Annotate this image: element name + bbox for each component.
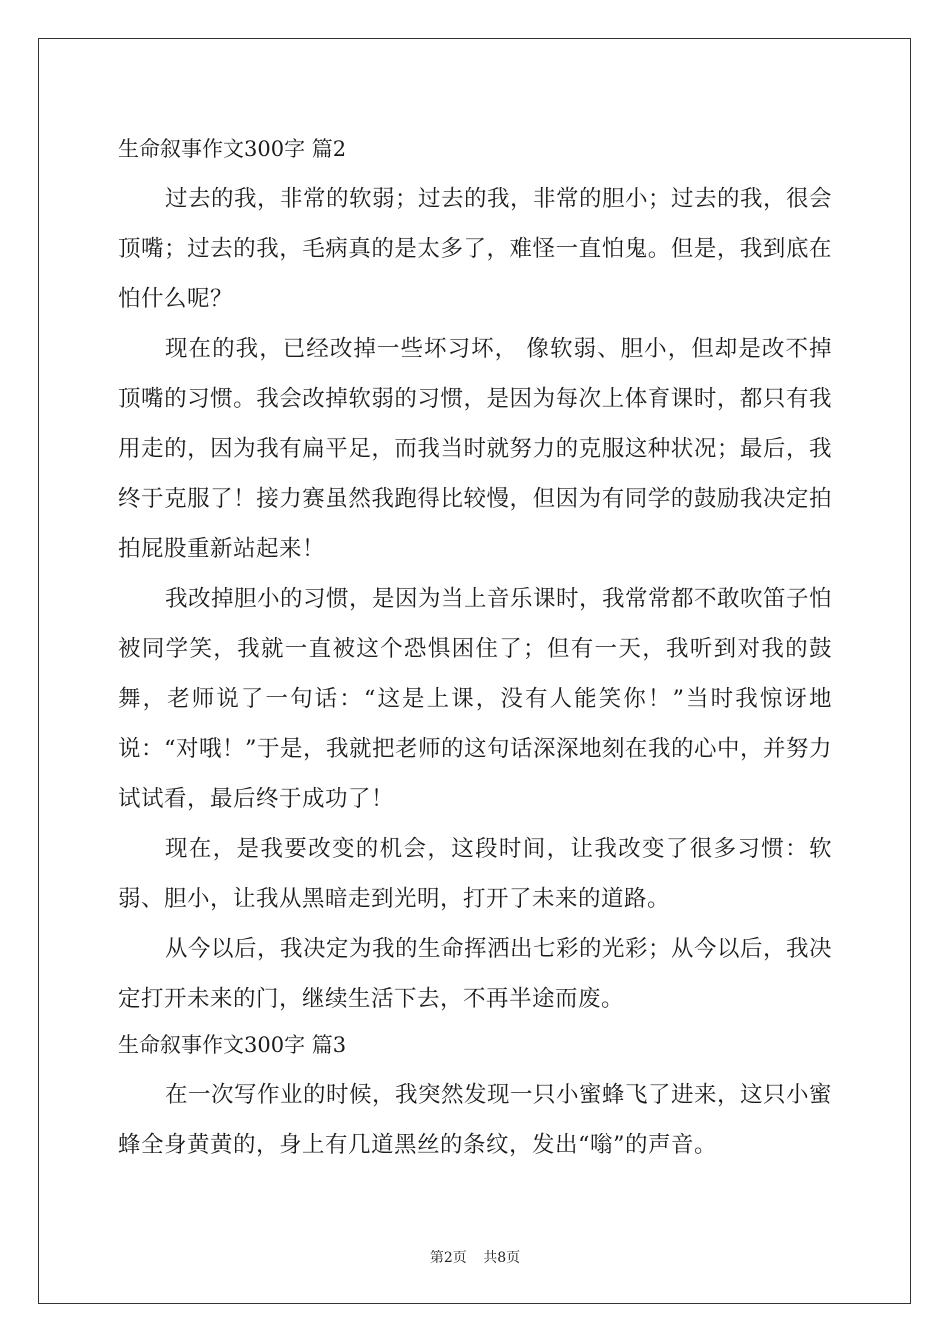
- page-footer: [0, 1247, 950, 1267]
- page-number: 第2页: [429, 1250, 467, 1266]
- paragraph: 现在，是我要改变的机会，这段时间，让我改变了很多习惯：软弱、胆小，让我从黑暗走到光明，打开了未来的道路。: [118, 836, 832, 912]
- paragraph: 现在的我，已经改掉一些坏习坏， 像软弱、胆小，但却是改不掉顶嘴的习惯。我会改掉软弱的习惯，是因为每次上体育课时，都只有我用走的，因为我有扁平足，而我当时就努力的克服这种状况；最后，我终于克服了！接力赛虽然我跑得比较慢，但因为有同学的鼓励我决定拍拍屁股重新站起来！: [118, 336, 832, 562]
- section-heading: 生命叙事作文300字 篇2: [118, 137, 347, 161]
- paragraph: 在一次写作业的时候，我突然发现一只小蜜蜂飞了进来，这只小蜜蜂全身黄黄的，身上有几道黑丝的条纹，发出“嗡”的声音。: [118, 1082, 833, 1158]
- paragraph: 我改掉胆小的习惯，是因为当上音乐课时，我常常都不敢吹笛子怕被同学笑，我就一直被这个恐惧困住了；但有一天，我听到对我的鼓舞，老师说了一句话：“这是上课，没有人能笑你！”当时我惊讶地说：“对哦！”于是，我就把老师的这句话深深地刻在我的心中，并努力试试看，最后终于成功了！: [118, 586, 833, 812]
- paragraph: 过去的我，非常的软弱；过去的我，非常的胆小；过去的我，很会顶嘴；过去的我，毛病真的是太多了，难怪一直怕鬼。但是，我到底在怕什么呢？: [118, 186, 833, 312]
- paragraph: 从今以后，我决定为我的生命挥洒出七彩的光彩；从今以后，我决定打开未来的门，继续生活下去，不再半途而废。: [118, 936, 833, 1012]
- section-heading: 生命叙事作文300字 篇3: [118, 1033, 347, 1057]
- page-total: 共8页: [483, 1250, 521, 1266]
- document-body: [118, 128, 832, 1170]
